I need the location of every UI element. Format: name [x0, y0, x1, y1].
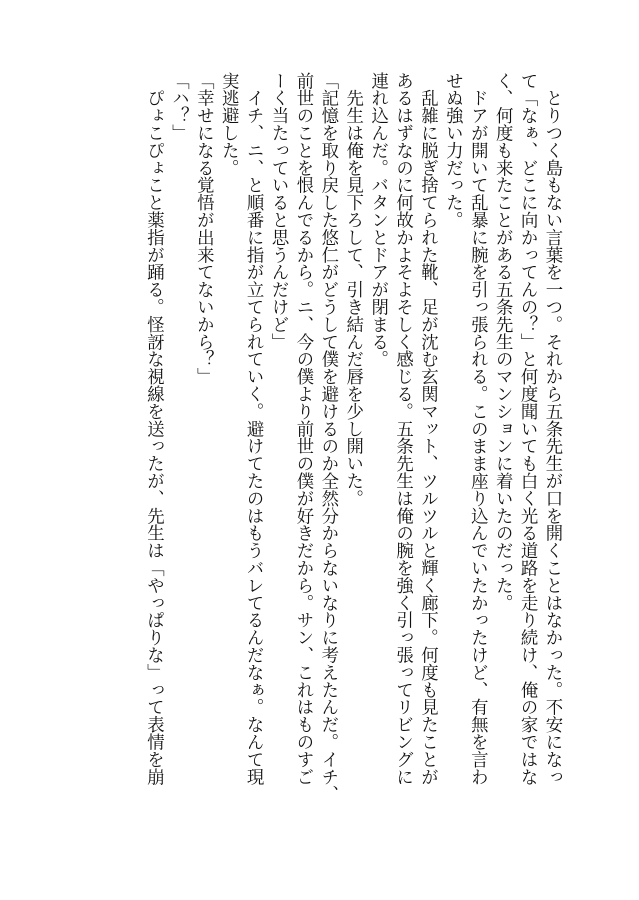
text-line-3: く、何度も来たことがある五条先生のマンションに着いたのだった。 — [492, 72, 513, 612]
text-line-4: ドアが開いて乱暴に腕を引っ張られる。このまま座り込んでいたかったけど、有無を言わ — [467, 72, 488, 786]
text-line-6: 乱雑に脱ぎ捨てられた靴、足が沈む玄関マット、ツルツルと輝く廊下。何度も見たことが — [417, 72, 438, 786]
text-line-9: 先生は俺を見下ろして、引き結んだ唇を少し開いた。 — [342, 72, 363, 507]
text-line-1: とりつく島もない言葉を一つ。それから五条先生が口を開くことはなかった。不安になっ — [542, 72, 562, 786]
text-line-16: 「ハ？」 — [168, 72, 189, 142]
text-line-5: せぬ強い力だった。 — [442, 72, 463, 229]
text-line-14: 実逃避した。 — [218, 72, 239, 177]
text-line-2: て「なぁ、どこに向かってんの？」と何度聞いても白く光る道路を走り続け、俺の家ではな — [517, 72, 538, 786]
text-line-10: 「記憶を取り戻した悠仁がどうして僕を避けるのか全然分からないなりに考えたんだ。イチ、 — [317, 72, 338, 803]
text-line-11: 前世のことを恨んでるから。ニ、今の僕より前世の僕が好きだから。サン、これはものすご — [292, 72, 313, 786]
text-line-13: イチ、ニ、と順番に指が立てられていく。避けてたのはもうバレてるんだなぁ。なんて現 — [243, 72, 264, 786]
text-line-15: 「幸せになる覚悟が出来てないから？」 — [193, 72, 214, 386]
text-line-7: あるはずなのに何故かよそよそしく感じる。五条先生は俺の腕を強く引っ張ってリビングに — [392, 72, 413, 786]
text-line-8: 連れ込んだ。バタンとドアが閉まる。 — [367, 72, 388, 368]
vertical-text-body — [66, 72, 564, 832]
text-line-17: ぴょこぴょこと薬指が踊る。怪訝な視線を送ったが、先生は「やっぱりな」って表情を崩 — [143, 72, 164, 786]
text-line-12: ーく当たっていると思うんだけど」 — [268, 72, 289, 351]
